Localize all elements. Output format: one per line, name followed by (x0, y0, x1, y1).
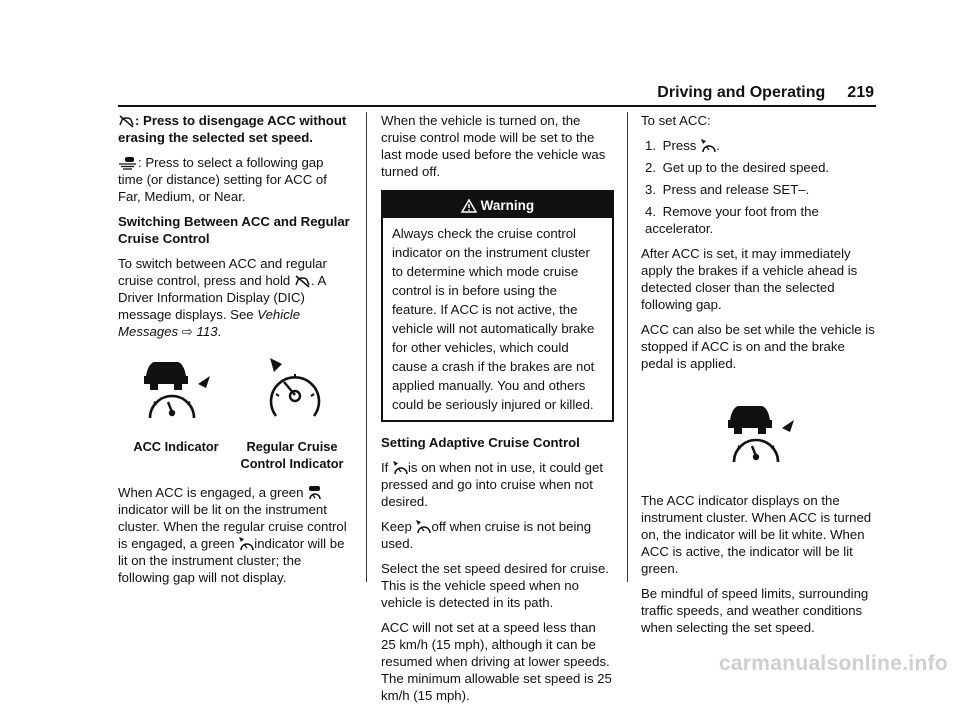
step-text: Press and release SET–. (662, 182, 810, 197)
step-text: Press (662, 138, 697, 153)
section-title: Driving and Operating (657, 84, 826, 101)
acc-indicator-icon (720, 398, 800, 466)
step-number: 1. (645, 138, 656, 153)
figure-caption: ACC Indicator (133, 439, 219, 454)
paragraph (118, 112, 350, 146)
column-divider (366, 112, 367, 582)
paragraph-text: If (381, 460, 389, 475)
warning-title: Warning (480, 198, 535, 213)
paragraph: After ACC is set, it may immediately apply the brakes if a vehicle ahead is detected closer than the selected following gap. (641, 246, 858, 312)
watermark: carmanualsonline.info (718, 652, 948, 675)
column-right (641, 112, 879, 644)
reference-arrow: ⇨ (181, 324, 193, 339)
header-rule (118, 105, 876, 107)
warning-text: Always check the cruise control indicator on the instrument cluster to determine which mode cruise control is in before using the feature. If ACC is not active, the vehicle will not automatically brake for other vehicles, which could cause a crash if the brakes are not applied manually. You and others could be seriously injured or killed. (392, 226, 595, 412)
steps-list (641, 137, 879, 237)
paragraph (381, 459, 614, 510)
step-number: 3. (645, 182, 656, 197)
paragraph-text: indicator will be lit on the instrument cluster. When the regular cruise control is engaged, a green (118, 502, 347, 551)
following-gap-icon (118, 156, 138, 170)
paragraph-text: off when cruise is not being used. (381, 519, 592, 551)
acc-indicator-figure (118, 354, 234, 472)
column-left (118, 112, 350, 594)
figure-caption: Regular Cruise Control Indicator (240, 439, 344, 471)
acc-indicator-icon (136, 354, 216, 422)
step-number: 2. (645, 160, 656, 175)
column-divider (627, 112, 628, 582)
paragraph: When the vehicle is turned on, the cruise control mode will be set to the last mode used before the vehicle was turned off. (381, 113, 606, 179)
page-number: 219 (847, 84, 874, 101)
list-item (641, 137, 879, 154)
paragraph-text: When ACC is engaged, a green (118, 485, 304, 500)
regular-cruise-indicator-figure (234, 354, 350, 472)
cruise-control-icon (700, 138, 716, 153)
step-text: Get up to the desired speed. (662, 160, 830, 175)
step-text: Remove your foot from the accelerator. (645, 204, 819, 236)
paragraph-text: . A Driver Information Display (DIC) message displays. See (118, 273, 326, 322)
step-text: . (716, 138, 720, 153)
list-item (641, 159, 879, 176)
reference-page[interactable]: 113 (196, 324, 218, 339)
acc-indicator-figure (641, 398, 879, 470)
paragraph: The ACC indicator displays on the instrument cluster. When ACC is turned on, the indicator will be lit white. When ACC is active, the indicator will be lit green. (641, 493, 872, 576)
paragraph-text: Keep (381, 519, 412, 534)
cruise-control-icon (238, 536, 254, 551)
indicator-figures (118, 354, 350, 472)
paragraph (381, 518, 614, 552)
list-item (641, 181, 879, 198)
subheading: Setting Adaptive Cruise Control (381, 435, 580, 450)
cruise-control-icon (415, 519, 431, 534)
paragraph (118, 484, 350, 586)
paragraph-text: is on when not in use, it could get pressed and go into cruise when not desired. (381, 460, 604, 509)
column-middle (381, 112, 614, 712)
paragraph (118, 154, 350, 205)
cruise-control-icon (252, 354, 332, 422)
cross-reference-link[interactable]: Vehicle Messages (118, 307, 301, 339)
paragraph-text: To switch between ACC and regular cruise control, press and hold (118, 256, 327, 288)
list-item (641, 203, 879, 237)
step-number: 4. (645, 204, 656, 219)
paragraph: Be mindful of speed limits, surrounding traffic speeds, and weather conditions when selecting the set speed. (641, 586, 869, 635)
warning-triangle-icon (461, 199, 477, 213)
paragraph-text: : Press to select a following gap time (or distance) setting for ACC of Far, Medium, or Near. (118, 155, 327, 204)
cruise-cancel-icon (294, 274, 311, 288)
warning-box (381, 190, 614, 422)
acc-indicator-icon (307, 485, 323, 500)
paragraph: ACC will not set at a speed less than 25 km/h (15 mph), although it can be resumed when driving at lower speeds. The minimum allowable set speed is 25 km/h (15 mph). (381, 620, 612, 703)
warning-header (383, 192, 612, 218)
subheading: Switching Between ACC and Regular Cruise Control (118, 214, 350, 246)
paragraph: To switch between ACC and regular cruise control, press and hold . A Driver Information Display (DIC) message displays. See Vehicle Messages ⇨ 113. (118, 256, 327, 339)
paragraph-text: indicator will be lit on the instrument cluster; the following gap will not display. (118, 536, 345, 585)
paragraph-text: : Press to disengage ACC without erasing the selected set speed. (118, 113, 347, 145)
page-header (657, 84, 874, 102)
cruise-cancel-icon (118, 114, 135, 128)
paragraph: ACC can also be set while the vehicle is stopped if ACC is on and the brake pedal is applied. (641, 322, 875, 371)
cruise-control-icon (392, 460, 408, 475)
paragraph: Select the set speed desired for cruise. This is the vehicle speed when no vehicle is detected in its path. (381, 561, 609, 610)
paragraph: To set ACC: (641, 113, 711, 128)
